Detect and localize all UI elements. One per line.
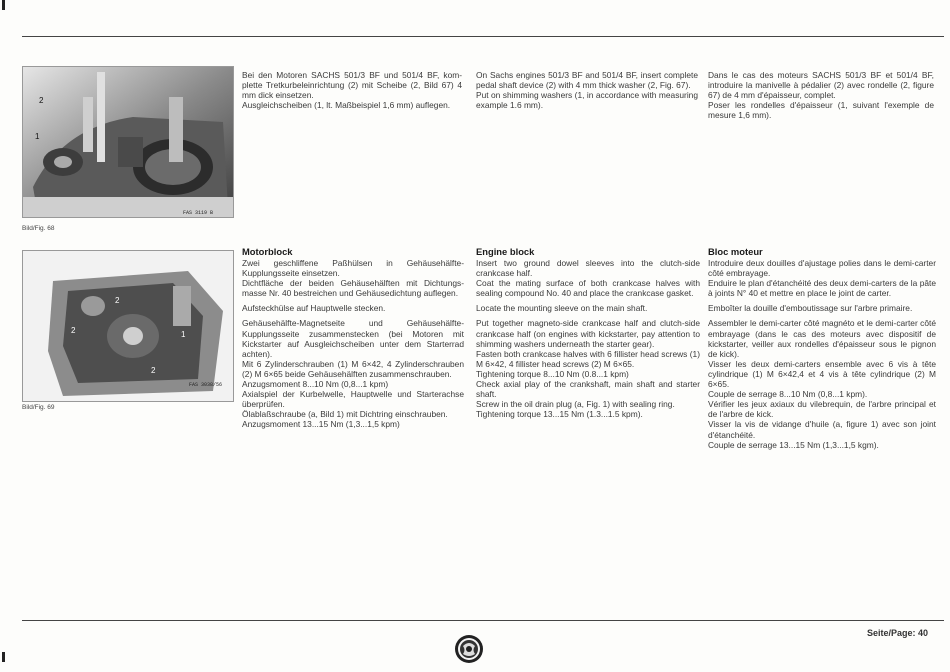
paragraph: Tightening torque 8...10 Nm (0.8...1 kpm) [476, 368, 629, 379]
paragraph: Mit 6 Zylinderschrauben (1) M 6×42, 4 Zylinderschrauben (2) M 6×65 beide Gehäusehälften zusammenschrauben. [242, 358, 464, 379]
paragraph: Introduire deux douilles d'ajustage polies dans le demi-carter côté embrayage. [708, 258, 936, 279]
figure-69-photo [22, 250, 234, 402]
heading-de: Motorblock [242, 246, 293, 257]
binding-mark [2, 652, 5, 662]
paragraph: Axialspiel der Kurbelwelle, Hauptwelle und Starterachse überprüfen. [242, 389, 464, 410]
paragraph: Assembler le demi-carter côté magnéto et le demi-carter côté embrayage (dans le cas des moteurs avec dispositif de kickstarter, veiller aux rondelles d'épaisseur sous le pignon de kick). [708, 318, 936, 359]
paragraph: Visser les deux demi-carters ensemble avec 6 vis à tête cylindrique (1) M 6×42,4 et 4 vis à tête cylindrique (2) M 6×65. [708, 358, 936, 390]
photo-stamp: FAS 3119 B [183, 210, 214, 216]
paragraph: Couple de serrage 13...15 Nm (1,3...1,5 kgm). [708, 439, 879, 450]
callout-2: 2 [115, 296, 120, 305]
figure-68-caption: Bild/Fig. 68 [22, 225, 55, 232]
paragraph: Ölablаßschraube (a, Bild 1) mit Dichtring einschrauben. [242, 409, 448, 420]
brand-logo-icon [454, 634, 484, 664]
block-text-de [242, 258, 464, 430]
paragraph: Vérifier les jeux axiaux du vilebrequin, de l'arbre principal et de l'arbre de kick. [708, 399, 936, 420]
top-text-fr [708, 70, 934, 120]
paragraph: Dans le cas des moteurs SACHS 501/3 BF et 501/4 BF, introduire la manivelle à pédalier (2) avec rondelle (2, figure 67) de 4 mm d'épaisseur, complet. [708, 70, 934, 101]
binding-mark [2, 0, 5, 10]
paragraph: Ausgleichscheiben (1, lt. Maßbeispiel 1,6 mm) auflegen. [242, 100, 451, 111]
paragraph: Put on shimming washers (1, in accordance with measuring example 1.6 mm). [476, 90, 698, 111]
photo-stamp: FAS 3038/56 [189, 382, 223, 388]
paragraph: Fasten both crankcase halves with 6 fillister head screws (1) M 6×42, 4 fillister head screws (2) M 6×65. [476, 348, 700, 369]
page-number: Seite/Page: 40 [866, 628, 928, 638]
paragraph: Couple de serrage 8...10 Nm (0,8...1 kpm). [708, 389, 868, 400]
callout-2-left: 2 [71, 326, 76, 335]
paragraph: Insert two ground dowel sleeves into the clutch-side crankcase half. [476, 258, 700, 279]
paragraph: Gehäusehälfte-Magnetseite und Gehäusehälfte-Kupplungsseite zusammenstecken (bei Motoren mit Kickstarter auf Ausgleichscheiben unter dem Starterrad achten). [242, 318, 464, 359]
top-rule [22, 36, 944, 37]
block-text-en [476, 258, 700, 419]
paragraph: Aufsteckhülse auf Hauptwelle stecken. [242, 303, 386, 314]
paragraph: Tightening torque 13...15 Nm (1.3...1.5 kpm). [476, 409, 643, 420]
heading-fr: Bloc moteur [708, 246, 763, 257]
paragraph: Enduire le plan d'étanchéité des deux demi-carters de la pâte à joints N° 40 et mettre en place le joint de carter. [708, 278, 936, 299]
figure-68-photo [22, 66, 234, 218]
paragraph: Locate the mounting sleeve on the main shaft. [476, 303, 648, 314]
callout-2: 2 [39, 96, 44, 105]
paragraph: Poser les rondelles d'épaisseur (1, suivant l'exemple de mesure 1,6 mm). [708, 100, 934, 121]
paragraph: Emboîter la douille d'emboutissage sur l'arbre primaire. [708, 303, 913, 314]
paragraph: Anzugsmoment 8...10 Nm (0,8...1 kpm) [242, 379, 389, 390]
figure-69-caption: Bild/Fig. 69 [22, 404, 55, 411]
callout-2-bottom: 2 [151, 366, 156, 375]
top-text-en [476, 70, 698, 110]
top-text-de [242, 70, 462, 110]
paragraph: Screw in the oil drain plug (a, Fig. 1) with sealing ring. [476, 399, 675, 410]
paragraph: Zwei geschliffene Paßhülsen in Gehäusehälfte-Kupplungsseite einsetzen. [242, 258, 464, 279]
bottom-rule [22, 620, 944, 621]
block-text-fr [708, 258, 936, 450]
paragraph: Dichtfläche der beiden Gehäusehälften mit Dichtungsmasse Nr. 40 bestreichen und Gehäusedichtung auflegen. [242, 278, 464, 299]
paragraph: Check axial play of the crankshaft, main shaft and starter shaft. [476, 379, 700, 400]
callout-1: 1 [181, 330, 186, 339]
heading-en: Engine block [476, 246, 535, 257]
paragraph: Coat the mating surface of both crankcase halves with sealing compound No. 40 and place the crankcase gasket. [476, 278, 700, 299]
callout-1: 1 [35, 132, 40, 141]
paragraph: Visser la vis de vidange d'huile (a, figure 1) avec son joint d'étanchéité. [708, 419, 936, 440]
paragraph: Anzugsmoment 13...15 Nm (1,3...1,5 kpm) [242, 419, 400, 430]
paragraph: Put together magneto-side crankcase half and clutch-side crankcase half (on engines with kickstarter, pay attention to shimming washers underneath the starter gear). [476, 318, 700, 349]
paragraph: Bei den Motoren SACHS 501/3 BF und 501/4 BF, komplette Tretkurbeleinrichtung (2) mit Scheibe (2, Bild 67) 4 mm dick einsetzen. [242, 70, 462, 101]
paragraph: On Sachs engines 501/3 BF and 501/4 BF, insert complete pedal shaft device (2) with 4 mm thick washer (2, Fig. 67). [476, 70, 698, 91]
